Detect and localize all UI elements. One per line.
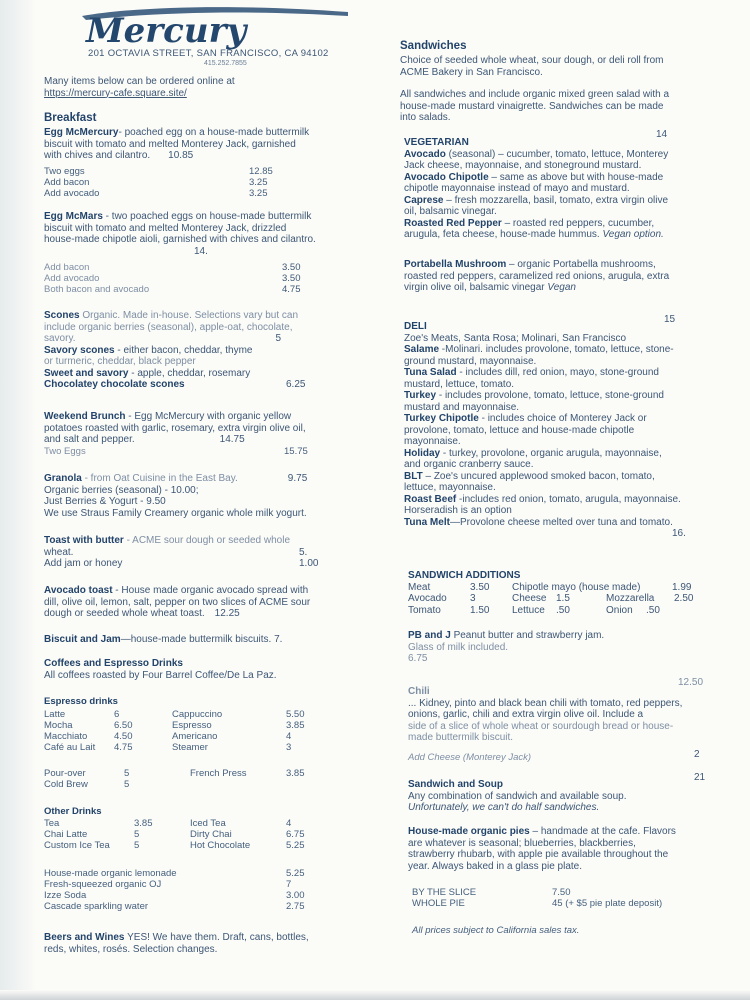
other-drinks-section: Other Drinks Tea 3.85 Iced Tea 4 Chai Latte 5 Dirty Chai 6.75 Custom Ice Tea 5 Hot Chocolate 5.25	[44, 806, 305, 851]
scan-shadow	[0, 0, 36, 1000]
item-weekend-brunch: Weekend Brunch - Egg McMercury with organic yellow potatoes roasted with garlic, rosemary, extra virgin olive oil, and salt and pepper. 14.75 Two Eggs 15.75	[44, 411, 308, 457]
tax-note: All prices subject to California sales tax.	[412, 925, 580, 936]
mercury-logo	[80, 4, 350, 50]
item-pies: House-made organic pies – handmade at the cafe. Flavors are whatever is seasonal; blueberries, blackberries, strawberry rhubarb, with apple pie available throughout the year. Always baked in a glass pie plate.	[408, 826, 676, 872]
phone: 415.252.7855	[204, 60, 247, 67]
veg-price: 14	[656, 129, 668, 140]
item-chili: Chili ... Kidney, pinto and black bean chili with tomato, red peppers, onions, garlic, chili and extra virgin olive oil. Include a side of a slice of whole wheat or sourdough bread or house- made buttermilk biscuit.	[408, 686, 683, 743]
item-biscuit-jam: Biscuit and Jam—house-made buttermilk biscuits. 7.	[44, 634, 283, 645]
item-scones: Scones Organic. Made in-house. Selections vary but can include organic berries (seasonal), apple-oat, chocolate, savory. 5 Savory scones - either bacon, cheddar, thyme or turmeric, cheddar, black pepper Sweet and savory - apple, cheddar, rosemary Chocolatey chocolate scones 6.25	[44, 310, 306, 390]
chili-add-price: 2	[694, 749, 700, 760]
soup-price: 21	[694, 772, 706, 783]
page-bottom-edge	[0, 990, 750, 1000]
vegetarian-section: VEGETARIAN Avocado (seasonal) – cucumber, tomato, lettuce, Monterey Jack cheese, mayonnaise, and stoneground mustard. Avocado Chipotle – same as above but with house-made chipotle mayonnaise instead of mayo and mustard. Caprese – fresh mozzarella, basil, tomato, extra virgin olive oil, balsamic vinegar. Roasted Red Pepper – roasted red peppers, cucumber, arugula, feta cheese, house-made hummus. Vegan option.	[404, 137, 669, 240]
item-pbj: PB and J Peanut butter and strawberry jam. Glass of milk included. 6.75	[408, 630, 605, 664]
drinks-list: House-made organic lemonade 5.25 Fresh-squeezed organic OJ 7 Izze Soda 3.00 Cascade sparkling water 2.75	[44, 868, 305, 912]
deli-price: 15	[664, 314, 676, 325]
sandwich-additions: SANDWICH ADDITIONS Meat 3.50 Chipotle mayo (house made) 1.99 Avocado 3 Cheese 1.5 Mozzarella 2.50 Tomato 1.50 Lettuce .50 Onion .50	[408, 570, 694, 616]
coffees-section: Coffees and Espresso Drinks All coffees roasted by Four Barrel Coffee/De La Paz.	[44, 658, 277, 681]
online-link[interactable]: https://mercury-cafe.square.site/	[44, 87, 187, 99]
breakfast-title: Breakfast	[44, 112, 97, 124]
beers-wines: Beers and Wines YES! We have them. Draft, cans, bottles, reds, whites, rosés. Selection changes.	[44, 932, 309, 955]
item-toast: Toast with butter - ACME sour dough or seeded whole wheat. 5. Add jam or honey 1.00	[44, 535, 319, 569]
espresso-section: Espresso drinks Latte 6 Cappuccino 5.50 Mocha 6.50 Espresso 3.85 Macchiato 4.50 Americano 4 Café au Lait 4.75 Steamer 3	[44, 696, 305, 753]
svg-text:Mercury: Mercury	[86, 11, 247, 50]
item-avocado-toast: Avocado toast - House made organic avocado spread with dill, olive oil, lemon, salt, pepper on two slices of ACME sour dough or seeded whole wheat toast. 12.25	[44, 585, 311, 619]
item-egg-mcmercury: Egg McMercury- poached egg on a house-made buttermilk biscuit with tomato and melted Monterey Jack, garnished with chives and cilantro. 10.85	[44, 127, 310, 161]
sandwiches-intro: Choice of seeded whole wheat, sour dough, or deli roll from ACME Bakery in San Francisco. All sandwiches and include organic mixed green salad with a house-made mustard vinaigrette. Sandwiches can be made into salads.	[400, 55, 670, 123]
sandwiches-title: Sandwiches	[400, 40, 467, 52]
item-granola: Granola - from Oat Cuisine in the East Bay. 9.75 Organic berries (seasonal) - 10.00; Just Berries & Yogurt - 9.50 We use Straus Family Creamery organic whole milk yogurt.	[44, 473, 308, 519]
pie-prices: BY THE SLICE 7.50 WHOLE PIE 45 (+ $5 pie plate deposit)	[412, 887, 663, 909]
item-sandwich-soup: Sandwich and Soup Any combination of sandwich and available soup. Unfortunately, we can't do half sandwiches.	[408, 779, 627, 813]
chili-add-cheese: Add Cheese (Monterey Jack)	[408, 752, 532, 763]
item-egg-mcmars: Egg McMars - two poached eggs on house-made buttermilk biscuit with tomato and melted Monterey Jack, drizzled house-made chipotle aioli, garnished with chives and cilantro. 14.	[44, 211, 316, 257]
online-note: Many items below can be ordered online at https://mercury-cafe.square.site/	[44, 76, 235, 99]
egg-mcmercury-options: Two eggs 12.85 Add bacon 3.25 Add avocado 3.25	[44, 166, 273, 199]
egg-mcmars-options: Add bacon 3.50 Add avocado 3.50 Both bacon and avocado 4.75	[44, 262, 301, 295]
item-portabella: Portabella Mushroom – organic Portabella mushrooms, roasted red peppers, caramelized red onions, arugula, extra virgin olive oil, balsamic vinegar Vegan	[404, 259, 670, 293]
brew-section: Pour-over 5 French Press 3.85 Cold Brew 5	[44, 768, 305, 790]
deli-section: DELI Zoe's Meats, Santa Rosa; Molinari, San Francisco Salame -Molinari. includes provolone, tomato, lettuce, stone- ground mustard, mayonnaise. Tuna Salad - includes dill, red onion, mayo, stone-ground mustard, lettuce, tomato. Turkey - includes provolone, tomato, lettuce, stone-ground mustard and mayonnaise. Turkey Chipotle - includes choice of Monterey Jack or provolone, tomato, lettuce and house-made chipotle mayonnaise. Holiday - turkey, provolone, organic arugula, mayonnaise, and organic cranberry sauce. BLT – Zoe's uncured applewood smoked bacon, tomato, lettuce, mayonnaise. Roast Beef -includes red onion, tomato, arugula, mayonnaise. Horseradish is an option Tuna Melt—Provolone cheese melted over tuna and tomato. 16.	[404, 321, 686, 539]
chili-price: 12.50	[678, 677, 704, 688]
address: 201 OCTAVIA STREET, SAN FRANCISCO, CA 94102	[88, 48, 329, 59]
